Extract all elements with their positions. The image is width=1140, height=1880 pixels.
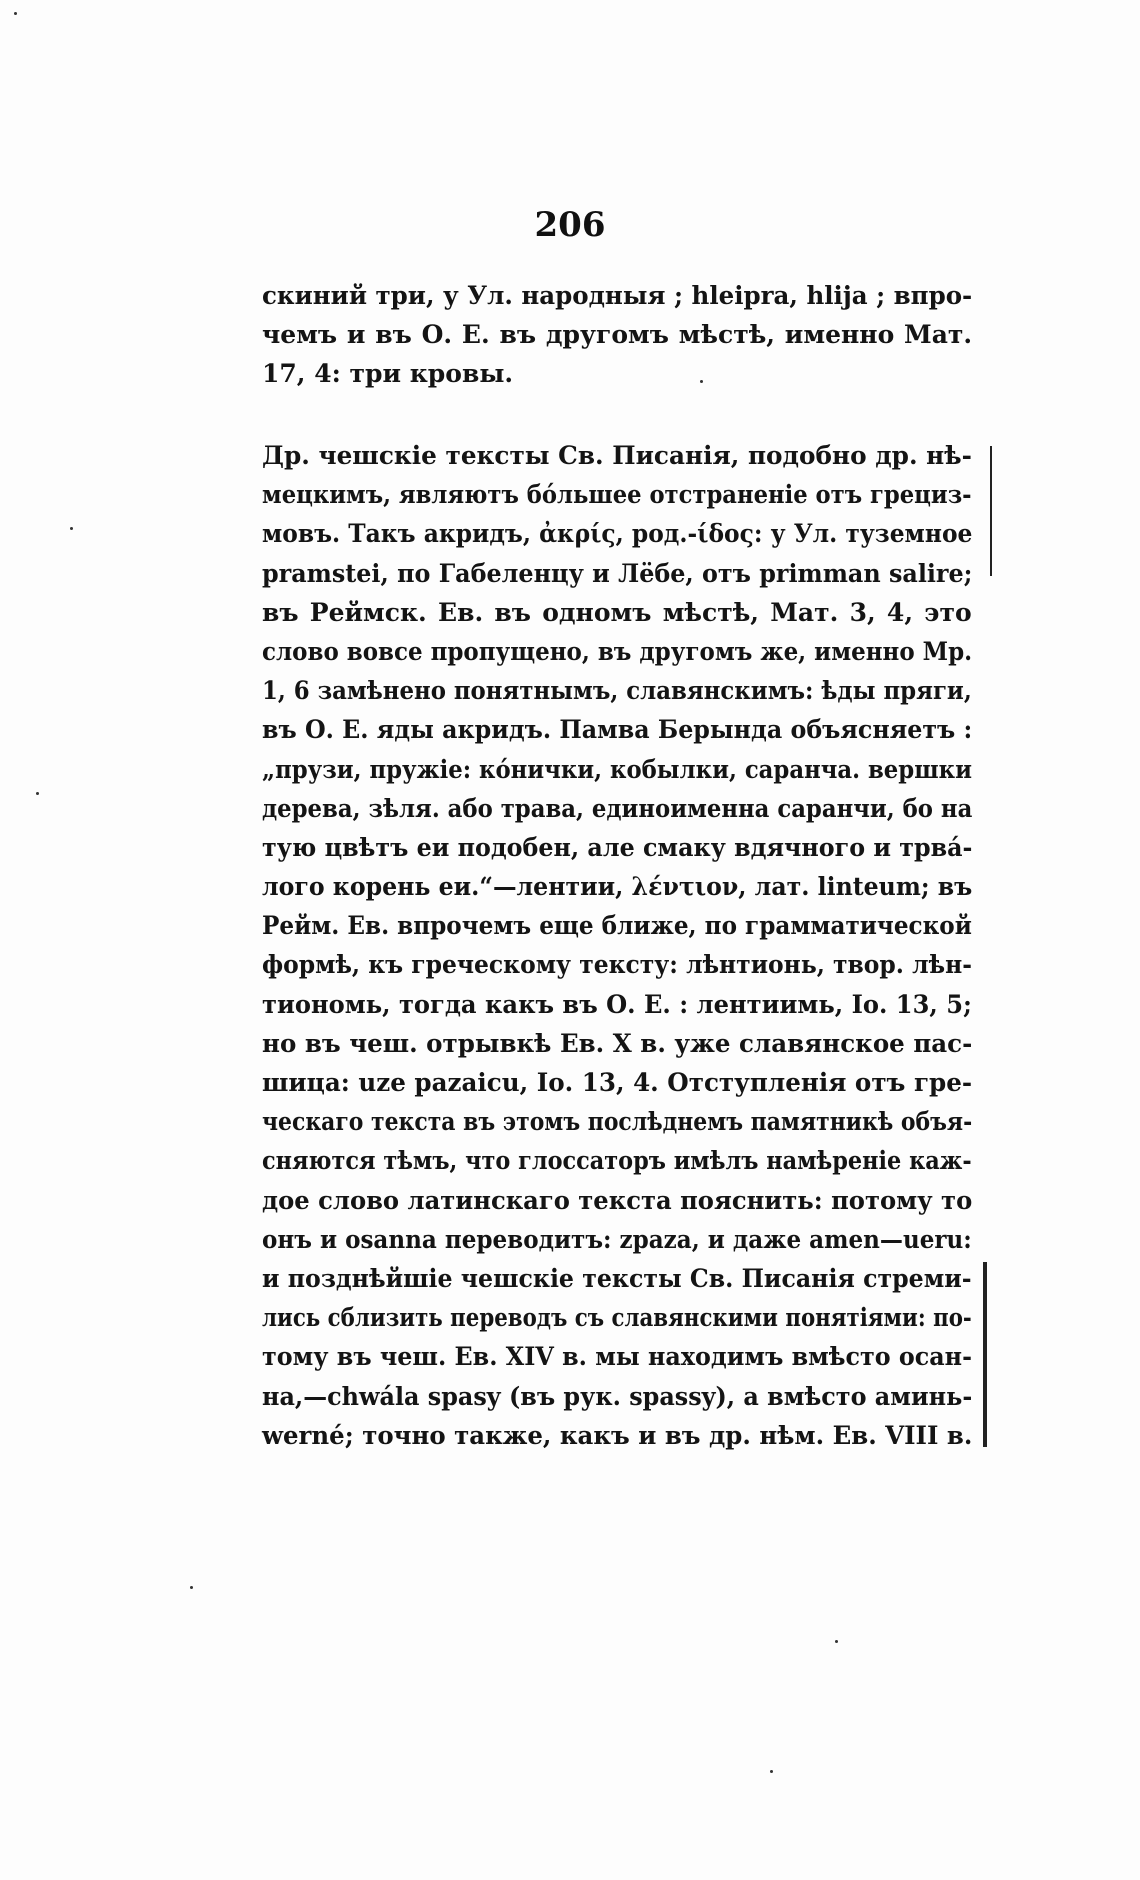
text-line: лись сблизить переводъ съ славянскими понятіями: по- [262,1303,972,1333]
scan-speck [835,1640,838,1643]
text-line: сняются тѣмъ, что глоссаторъ имѣлъ намѣреніе каж- [262,1146,972,1176]
margin-mark [990,446,992,576]
text-line: слово вовсе пропущено, въ другомъ же, именно Мр. [262,636,973,666]
text-line: въ Реймск. Ев. въ одномъ мѣстѣ, Мат. 3, 4, это [262,597,972,627]
scan-speck [36,792,39,795]
paragraph-main [262,436,972,1455]
text-line: werné; точно также, какъ и въ др. нѣм. Ев. VIII в. [262,1420,973,1450]
text-line: въ О. Е. яды акридъ. Памва Берында объясняетъ : [262,715,973,745]
text-line: 1, 6 замѣнено понятнымъ, славянскимъ: ѣды пряги, [262,676,972,706]
text-line: „прузи, пружіе: ко́нички, кобылки, саранча. вершки [262,754,972,784]
scan-speck [190,1586,193,1589]
text-line: дерева, зѣля. або трава, единоименна саранчи, бо на [262,793,973,823]
text-line: Рейм. Ев. впрочемъ еще ближе, по грамматической [262,911,972,941]
text-line: лого корень еи.“—лентии, λέντιον, лат. linteum; въ [262,872,973,902]
text-line: тому въ чеш. Ев. XIV в. мы находимъ вмѣсто осан- [262,1342,972,1372]
scan-speck [70,527,73,530]
page-number: 206 [534,205,606,245]
scan-speck [770,1770,773,1773]
text-line: онъ и osanna переводитъ: zpaza, и даже amen—ueru: [262,1224,972,1254]
text-line: pramstei, по Габеленцу и Лёбе, отъ primman salire; [262,558,973,588]
text-line: Др. чешскіе тексты Св. Писанія, подобно др. нѣ- [262,441,972,470]
paragraph-continuation [262,276,972,394]
text-line: и позднѣйшіе чешскіе тексты Св. Писанія стреми- [262,1263,972,1293]
scan-speck [14,12,17,15]
text-line: дое слово латинскаго текста пояснить: потому то [262,1185,973,1215]
text-line: ческаго текста въ этомъ послѣднемъ памятникѣ объя- [262,1107,973,1137]
scan-speck [700,380,703,383]
text-line: на,—chwála spasy (въ рук. spassy), а вмѣсто аминь- [262,1381,973,1411]
text-line: скиний три, у Ул. народныя ; hleipra, hlija ; впро- [262,281,973,310]
text-line: 17, 4: три кровы. [262,359,514,389]
text-line: но въ чеш. отрывкѣ Ев. X в. уже славянское пас- [262,1028,973,1058]
margin-mark [983,1262,987,1447]
text-line: мовъ. Такъ акридъ, ἀκρίς, род.-ίδος: у Ул. туземное [262,519,973,549]
text-line: тую цвѣтъ еи подобен, але смаку вдячного и трва́- [262,832,973,862]
text-line: шица: uze pazaicu, Іо. 13, 4. Отступленія отъ гре- [262,1068,973,1097]
text-line: тиономь, тогда какъ въ О. Е. : лентиимь, Іо. 13, 5; [262,989,972,1019]
text-line: формѣ, къ греческому тексту: лѣнтионь, твор. лѣн- [262,950,972,980]
text-line: чемъ и въ О. Е. въ другомъ мѣстѣ, именно Мат. [262,320,973,350]
text-line: мецкимъ, являютъ бо́льшее отстраненіе отъ грециз- [262,480,972,510]
